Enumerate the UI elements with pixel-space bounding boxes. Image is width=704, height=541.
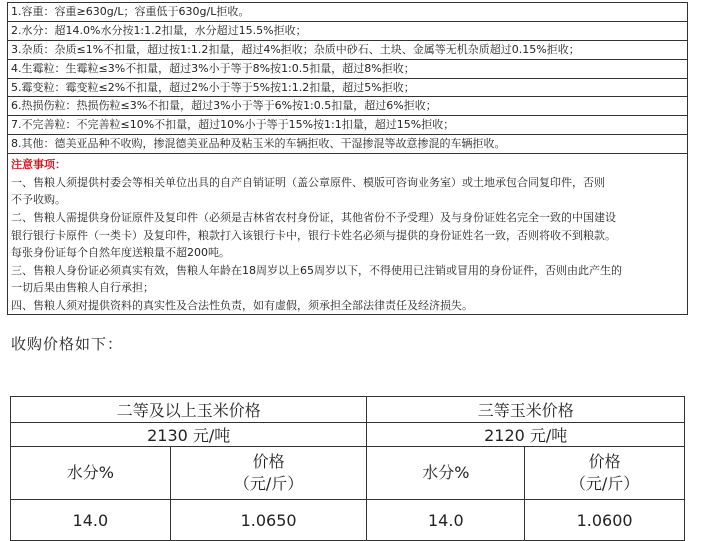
rule-impurity: 3.杂质：杂质≤1%不扣量，超过按1:1.2扣量，超过4%拒收；杂质中砂石、土块、金属等无机杂质超过0.15%拒收；: [8, 41, 687, 60]
col-moisture-header: 水分%: [367, 447, 525, 500]
grade2-price: 2130 元/吨: [11, 423, 367, 447]
grade2-title: 二等及以上玉米价格: [11, 397, 367, 423]
grade3-price: 2120 元/吨: [367, 423, 685, 447]
col-price-header-line2: （元/斤）: [569, 474, 640, 493]
price-table: [10, 396, 685, 541]
rule-mildew: 5.霉变粒：霉变粒≤2%不扣量，超过2%小于等于5%按1:1.2扣量，超过5%拒收；: [8, 79, 687, 98]
col-price-header-line1: 价格: [252, 452, 285, 471]
rule-bulk-density: 1.容重：容重≥630g/L；容重低于630g/L拒收。: [8, 3, 687, 22]
rule-mold: 4.生霉粒：生霉粒≤3%不扣量，超过3%小于等于8%按1:0.5扣量，超过8%拒收；: [8, 60, 687, 79]
rule-moisture: 2.水分：超14.0%水分按1:1.2扣量，水分超过15.5%拒收；: [8, 22, 687, 41]
rule-heat-damage: 6.热损伤粒：热损伤粒≤3%不扣量，超过3%小于等于6%按1:0.5扣量，超过6%拒收；: [8, 97, 687, 116]
notes-title: 注意事项：: [11, 158, 66, 172]
grade2-price-cell: 1.0650: [170, 500, 367, 541]
grade2-moisture-cell: 14.0: [11, 500, 171, 541]
grade3-title: 三等玉米价格: [367, 397, 685, 423]
rule-imperfect: 7.不完善粒：不完善粒≤10%不扣量，超过10%小于等于15%按1:1扣量，超过15%拒收；: [8, 116, 687, 135]
note-line: 二、售粮人需提供身份证原件及复印件（必须是吉林省农村身份证，其他省份不予受理）及与身份证姓名完全一致的中国建设: [11, 210, 616, 224]
col-price-header: [170, 447, 367, 500]
note-line: 银行银行卡原件（一类卡）及复印件，粮款打入该银行卡中，银行卡姓名必须与提供的身份证姓名一致，否则将收不到粮款。: [11, 228, 616, 242]
col-price-header-line1: 价格: [588, 452, 621, 471]
note-line: 不予收购。: [11, 193, 66, 207]
note-line: 四、售粮人须对提供资料的真实性及合法性负责，如有虚假，须承担全部法律责任及经济损失。: [11, 298, 473, 312]
grade3-moisture-cell: 14.0: [367, 500, 525, 541]
notes-section: [8, 154, 687, 314]
price-intro: 收购价格如下：: [11, 335, 124, 353]
table-row: [11, 500, 685, 541]
note-line: 一、售粮人须提供村委会等相关单位出具的自产自销证明（盖公章原件、模版可咨询业务室）或土地承包合同复印件，否则: [11, 175, 605, 189]
quality-rules-box: [7, 2, 688, 315]
note-line: 一切后果由售粮人自行承担；: [11, 281, 154, 295]
col-price-header: [525, 447, 685, 500]
grade3-price-cell: 1.0600: [525, 500, 685, 541]
col-price-header-line2: （元/斤）: [233, 474, 304, 493]
col-moisture-header: 水分%: [11, 447, 171, 500]
rule-other: 8.其他：德美亚品种不收购，掺混德美亚品种及粘玉米的车辆拒收、干湿掺混等故意掺混的车辆拒收。: [8, 135, 687, 154]
note-line: 每张身份证每个自然年度送粮量不超200吨。: [11, 246, 230, 260]
note-line: 三、售粮人身份证必须真实有效，售粮人年龄在18周岁以上65周岁以下，不得使用已注销或冒用的身份证件，否则由此产生的: [11, 263, 622, 277]
